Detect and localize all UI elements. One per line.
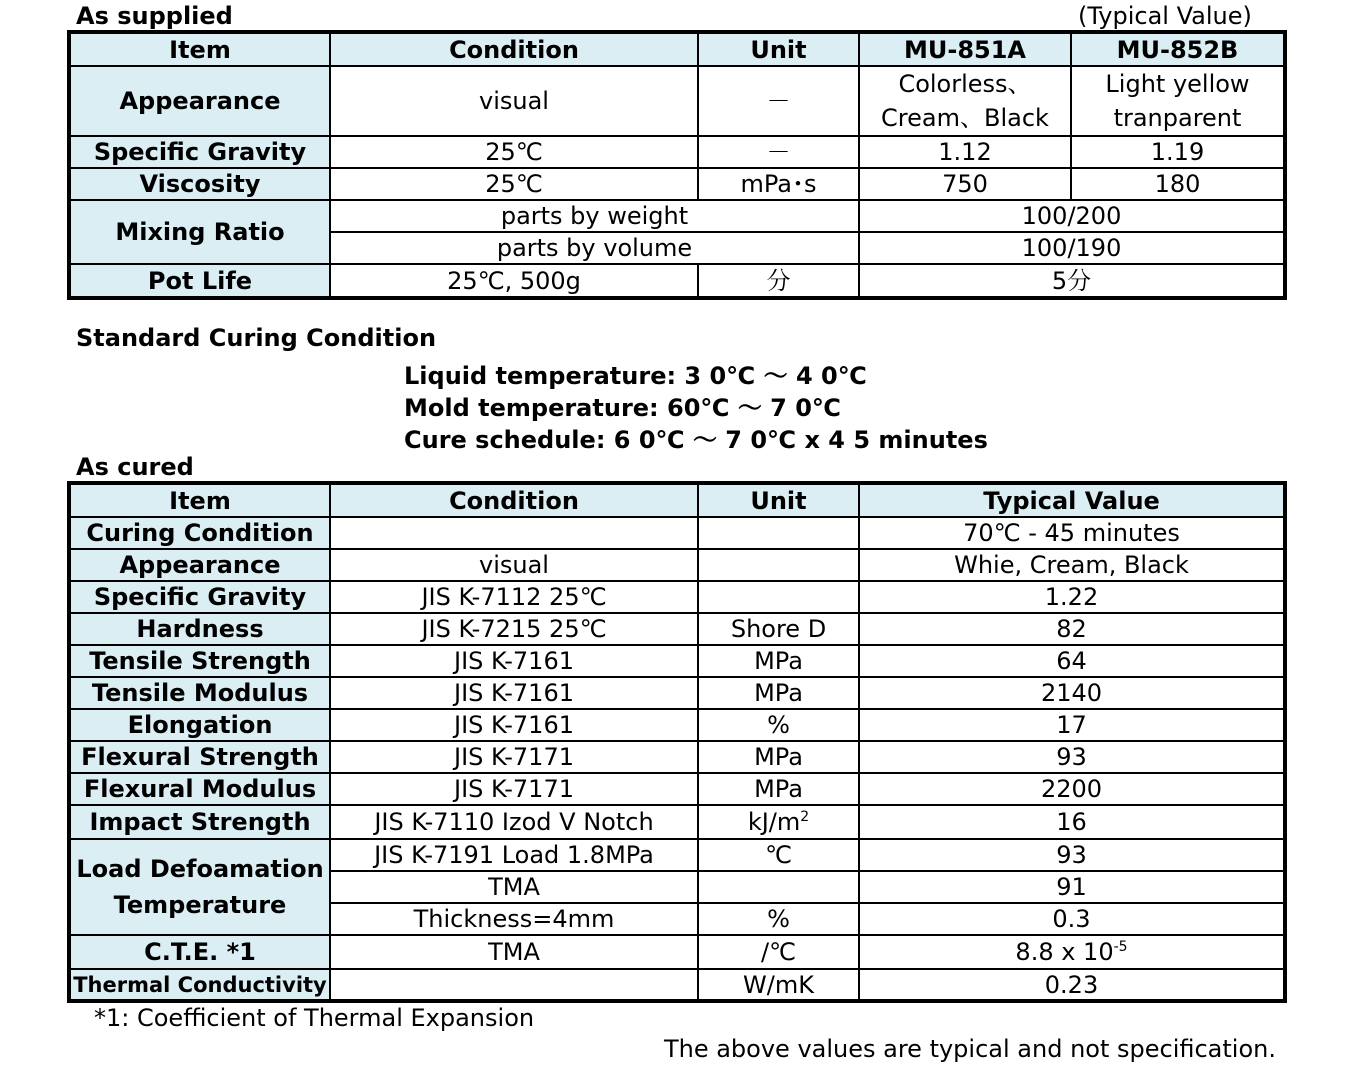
viscosity-a: 750 (859, 168, 1071, 200)
elongation-value: 17 (859, 709, 1285, 741)
as-supplied-title: As supplied (76, 2, 233, 30)
table-row (69, 645, 1285, 677)
row-label-mixing-ratio: Mixing Ratio (69, 200, 330, 264)
load-deformation-label-line2: Temperature (113, 891, 287, 919)
load-deformation-r3-value: 0.3 (859, 903, 1285, 935)
flexural-modulus-unit: MPa (698, 773, 859, 805)
mixing-weight-label: parts by weight (330, 200, 859, 232)
tensile-strength-unit: MPa (698, 645, 859, 677)
appearance-value: Whie, Cream, Black (859, 549, 1285, 581)
load-deformation-label-line1: Load Defoamation (76, 855, 324, 883)
table-row (69, 773, 1285, 805)
typical-value-note: (Typical Value) (1078, 2, 1252, 30)
cte-value-exponent: -5 (1113, 939, 1128, 955)
curing-condition-value: 70℃ - 45 minutes (859, 517, 1285, 549)
viscosity-b: 180 (1071, 168, 1285, 200)
row-label-appearance: Appearance (69, 66, 330, 136)
header-condition: Condition (330, 32, 698, 66)
mixing-weight-value: 100/200 (859, 200, 1285, 232)
row-label-tensile-modulus: Tensile Modulus (69, 677, 330, 709)
table-row (69, 969, 1285, 1001)
row-label-load-deformation (69, 839, 330, 935)
sg-value: 1.22 (859, 581, 1285, 613)
header-condition: Condition (330, 483, 698, 517)
mixing-volume-label: parts by volume (330, 232, 859, 264)
cured-header-row (69, 483, 1285, 517)
cte-condition: TMA (330, 935, 698, 969)
row-label-appearance: Appearance (69, 549, 330, 581)
appearance-b (1071, 66, 1285, 136)
load-deformation-r2-value: 91 (859, 871, 1285, 903)
as-cured-title: As cured (76, 453, 194, 481)
row-label-impact-strength: Impact Strength (69, 805, 330, 839)
table-row (69, 581, 1285, 613)
curing-condition-unit (698, 517, 859, 549)
tensile-strength-value: 64 (859, 645, 1285, 677)
flexural-modulus-value: 2200 (859, 773, 1285, 805)
thermal-conductivity-condition (330, 969, 698, 1001)
load-deformation-r2-unit (698, 871, 859, 903)
load-deformation-r2-condition: TMA (330, 871, 698, 903)
table-row (69, 805, 1285, 839)
table-row (69, 935, 1285, 969)
load-deformation-r3-condition: Thickness=4mm (330, 903, 698, 935)
table-row (69, 677, 1285, 709)
table-row (69, 66, 1285, 136)
impact-unit-exponent: 2 (800, 809, 810, 825)
row-label-specific-gravity: Specific Gravity (69, 136, 330, 168)
curing-condition-condition (330, 517, 698, 549)
load-deformation-r1-value: 93 (859, 839, 1285, 871)
impact-strength-unit (698, 805, 859, 839)
row-label-viscosity: Viscosity (69, 168, 330, 200)
appearance-a-line1: Colorless、 (898, 70, 1032, 98)
pot-life-value: 5分 (859, 264, 1285, 298)
tensile-strength-condition: JIS K-7161 (330, 645, 698, 677)
thermal-conductivity-unit: W/mK (698, 969, 859, 1001)
appearance-unit: － (698, 66, 859, 136)
viscosity-condition: 25℃ (330, 168, 698, 200)
row-label-cte: C.T.E. *1 (69, 935, 330, 969)
viscosity-unit: mPa･s (698, 168, 859, 200)
load-deformation-r1-condition: JIS K-7191 Load 1.8MPa (330, 839, 698, 871)
row-label-hardness: Hardness (69, 613, 330, 645)
impact-strength-value: 16 (859, 805, 1285, 839)
appearance-condition: visual (330, 66, 698, 136)
header-unit: Unit (698, 483, 859, 517)
sg-condition: JIS K-7112 25℃ (330, 581, 698, 613)
table-row (69, 168, 1285, 200)
header-mu-851a: MU-851A (859, 32, 1071, 66)
row-label-thermal-conductivity: Thermal Conductivity (69, 969, 330, 1001)
header-unit: Unit (698, 32, 859, 66)
tensile-modulus-condition: JIS K-7161 (330, 677, 698, 709)
cte-unit: /℃ (698, 935, 859, 969)
row-label-flexural-modulus: Flexural Modulus (69, 773, 330, 805)
cure-schedule: Cure schedule: 6 0℃ ～ 7 0℃ x 4 5 minutes (404, 426, 988, 454)
table-row (69, 264, 1285, 298)
thermal-conductivity-value: 0.23 (859, 969, 1285, 1001)
load-deformation-r3-unit: % (698, 903, 859, 935)
header-item: Item (69, 483, 330, 517)
load-deformation-r1-unit: ℃ (698, 839, 859, 871)
footnote: *1: Coefficient of Thermal Expansion (94, 1004, 535, 1032)
hardness-unit: Shore D (698, 613, 859, 645)
as-cured-table (67, 481, 1287, 1003)
as-supplied-table (67, 30, 1287, 300)
cte-value (859, 935, 1285, 969)
table-row (69, 613, 1285, 645)
table-row (69, 136, 1285, 168)
header-typical-value: Typical Value (859, 483, 1285, 517)
sg-b: 1.19 (1071, 136, 1285, 168)
appearance-unit (698, 549, 859, 581)
tensile-modulus-value: 2140 (859, 677, 1285, 709)
impact-unit-base: kJ/m (747, 808, 801, 836)
table-row (69, 549, 1285, 581)
table-row (69, 709, 1285, 741)
table-row (69, 517, 1285, 549)
row-label-pot-life: Pot Life (69, 264, 330, 298)
appearance-b-line2: tranparent (1113, 104, 1242, 132)
flexural-strength-unit: MPa (698, 741, 859, 773)
tensile-modulus-unit: MPa (698, 677, 859, 709)
table-row (69, 200, 1285, 232)
table-row (69, 741, 1285, 773)
mixing-volume-value: 100/190 (859, 232, 1285, 264)
flexural-strength-value: 93 (859, 741, 1285, 773)
flexural-strength-condition: JIS K-7171 (330, 741, 698, 773)
elongation-condition: JIS K-7161 (330, 709, 698, 741)
row-label-curing-condition: Curing Condition (69, 517, 330, 549)
flexural-modulus-condition: JIS K-7171 (330, 773, 698, 805)
impact-strength-condition: JIS K-7110 Izod V Notch (330, 805, 698, 839)
header-mu-852b: MU-852B (1071, 32, 1285, 66)
appearance-b-line1: Light yellow (1105, 70, 1250, 98)
sg-unit (698, 581, 859, 613)
pot-life-condition: 25℃, 500g (330, 264, 698, 298)
hardness-condition: JIS K-7215 25℃ (330, 613, 698, 645)
appearance-a (859, 66, 1071, 136)
curing-title: Standard Curing Condition (76, 324, 437, 352)
row-label-flexural-strength: Flexural Strength (69, 741, 330, 773)
pot-life-unit: 分 (698, 264, 859, 298)
table-row (69, 839, 1285, 871)
sg-a: 1.12 (859, 136, 1071, 168)
cte-value-base: 8.8 x 10 (1015, 938, 1114, 966)
supplied-header-row (69, 32, 1285, 66)
mold-temperature: Mold temperature: 60℃ ～ 7 0℃ (404, 394, 841, 422)
sg-unit: － (698, 136, 859, 168)
liquid-temperature: Liquid temperature: 3 0℃ ～ 4 0℃ (404, 362, 867, 390)
elongation-unit: % (698, 709, 859, 741)
disclaimer: The above values are typical and not specification. (663, 1035, 1276, 1063)
row-label-tensile-strength: Tensile Strength (69, 645, 330, 677)
row-label-specific-gravity: Specific Gravity (69, 581, 330, 613)
hardness-value: 82 (859, 613, 1285, 645)
sg-condition: 25℃ (330, 136, 698, 168)
appearance-a-line2: Cream、Black (881, 104, 1049, 132)
header-item: Item (69, 32, 330, 66)
appearance-condition: visual (330, 549, 698, 581)
row-label-elongation: Elongation (69, 709, 330, 741)
